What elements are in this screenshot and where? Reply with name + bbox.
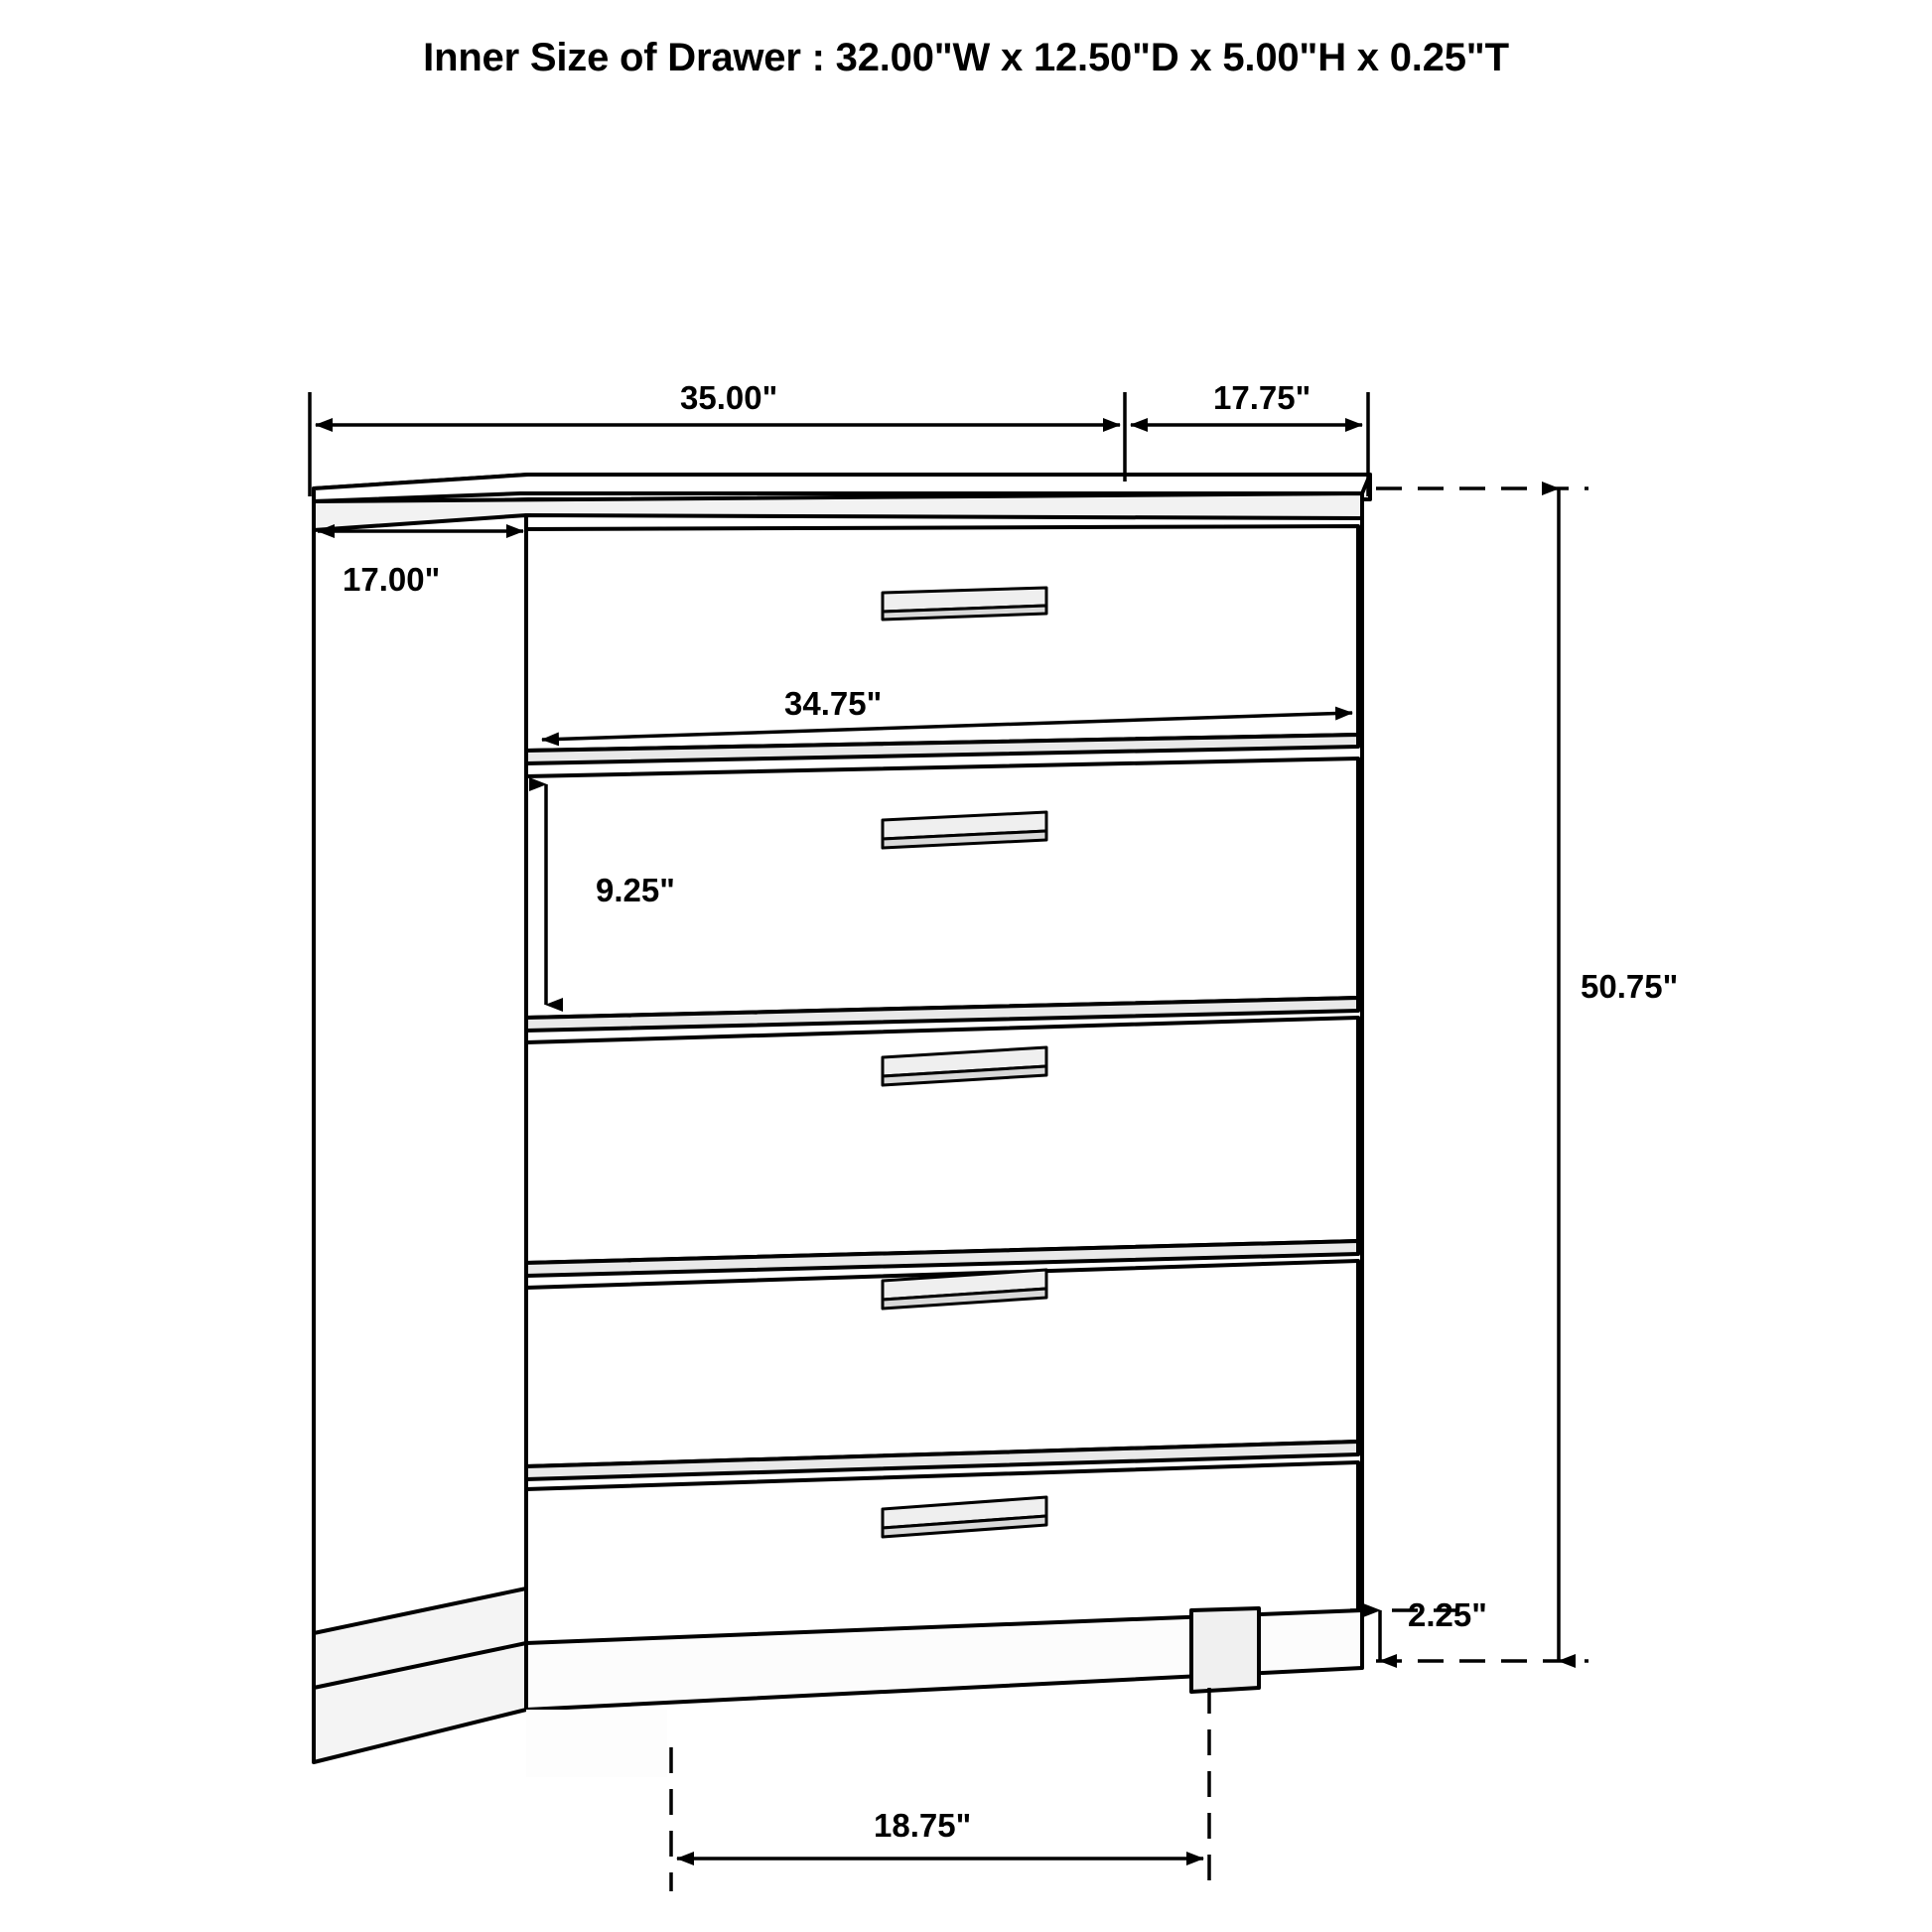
dim-label-side-depth: 17.00" <box>343 561 441 598</box>
drawer-3 <box>526 1018 1358 1276</box>
drawer-fronts <box>526 526 1358 1660</box>
dim-label-drawer-width: 34.75" <box>784 685 883 722</box>
dim-label-top-width: 35.00" <box>680 379 778 416</box>
dim-label-overall-height: 50.75" <box>1581 968 1679 1005</box>
drawer-4 <box>526 1261 1358 1479</box>
page-title: Inner Size of Drawer : 32.00"W x 12.50"D x 5.00"H x 0.25"T <box>423 36 1509 79</box>
dim-label-top-depth: 17.75" <box>1213 379 1311 416</box>
dim-label-drawer-height: 9.25" <box>596 872 675 908</box>
dim-label-foot-spacing: 18.75" <box>874 1807 972 1844</box>
dim-label-foot-height: 2.25" <box>1408 1596 1487 1633</box>
